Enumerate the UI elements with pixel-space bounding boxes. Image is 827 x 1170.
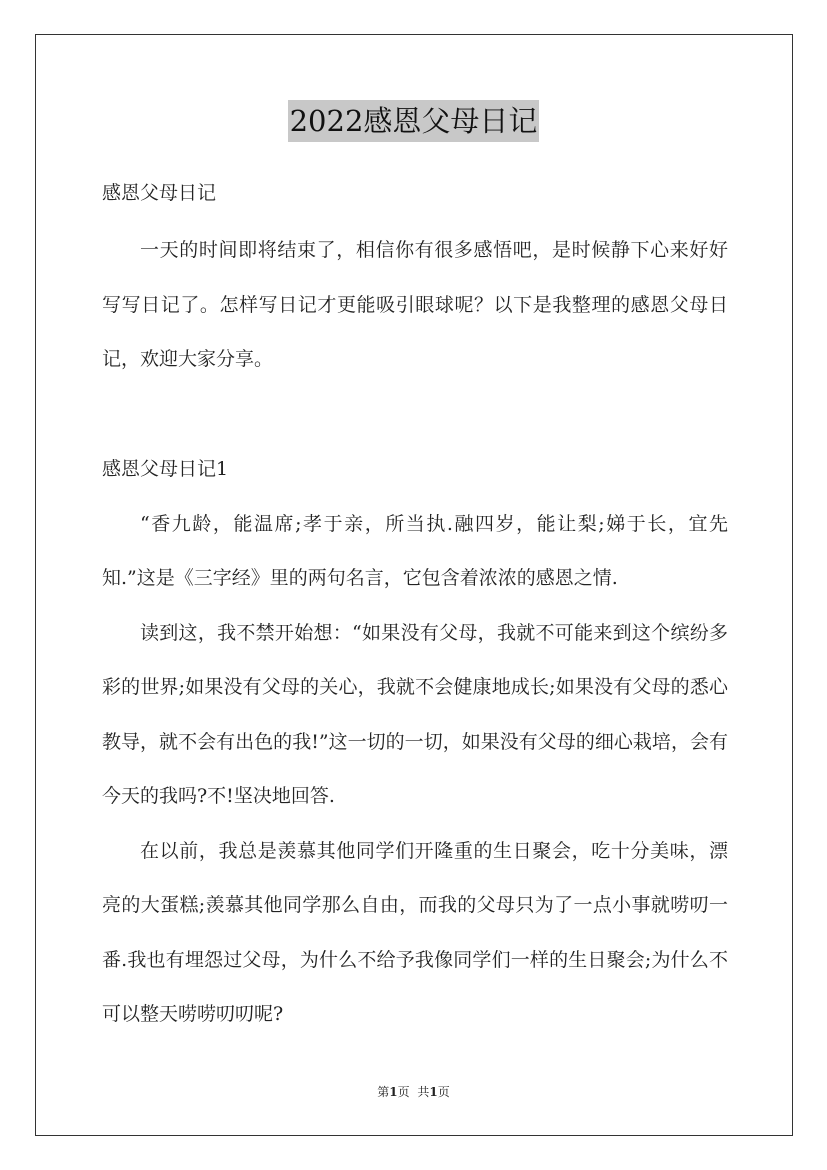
- total-pages: 1: [429, 1085, 438, 1099]
- section-heading: 感恩父母日记1: [102, 457, 229, 480]
- spacer: [102, 215, 728, 223]
- body-paragraph-1: “香九龄，能温席;孝于亲，所当执.融四岁，能让梨;娣于长，宜先知.”这是《三字经》里的两句名言，它包含着浓浓的感恩之情.: [102, 512, 728, 589]
- page-suffix: 页: [397, 1085, 410, 1099]
- page-prefix: 第: [377, 1085, 390, 1099]
- intro-heading: 感恩父母日记: [102, 182, 217, 204]
- total-suffix: 页: [437, 1085, 450, 1099]
- page-footer: [0, 1083, 827, 1100]
- document-body: [102, 171, 728, 1042]
- document-title: 2022感恩父母日记: [288, 100, 540, 142]
- page-number: 1: [389, 1085, 398, 1099]
- body-paragraph-2: 读到这，我不禁开始想：“如果没有父母，我就不可能来到这个缤纷多彩的世界;如果没有父母的关心，我就不会健康地成长;如果没有父母的悉心教导，就不会有出色的我!”这一切的一切，如果没有父母的细心栽培，会有今天的我吗?不!坚决地回答.: [102, 621, 728, 807]
- intro-paragraph: 一天的时间即将结束了，相信你有很多感悟吧，是时候静下心来好好写写日记了。怎样写日记才更能吸引眼球呢？以下是我整理的感恩父母日记，欢迎大家分享。: [102, 239, 728, 370]
- total-prefix: 共: [417, 1085, 430, 1099]
- title-wrap: [0, 100, 827, 142]
- spacer: [102, 387, 728, 447]
- body-paragraph-3: 在以前，我总是羡慕其他同学们开隆重的生日聚会，吃十分美味，漂亮的大蛋糕;羡慕其他同学那么自由，而我的父母只为了一点小事就唠叨一番.我也有埋怨过父母，为什么不给予我像同学们一样的生日聚会;为什么不可以整天唠唠叨叨呢?: [102, 839, 728, 1025]
